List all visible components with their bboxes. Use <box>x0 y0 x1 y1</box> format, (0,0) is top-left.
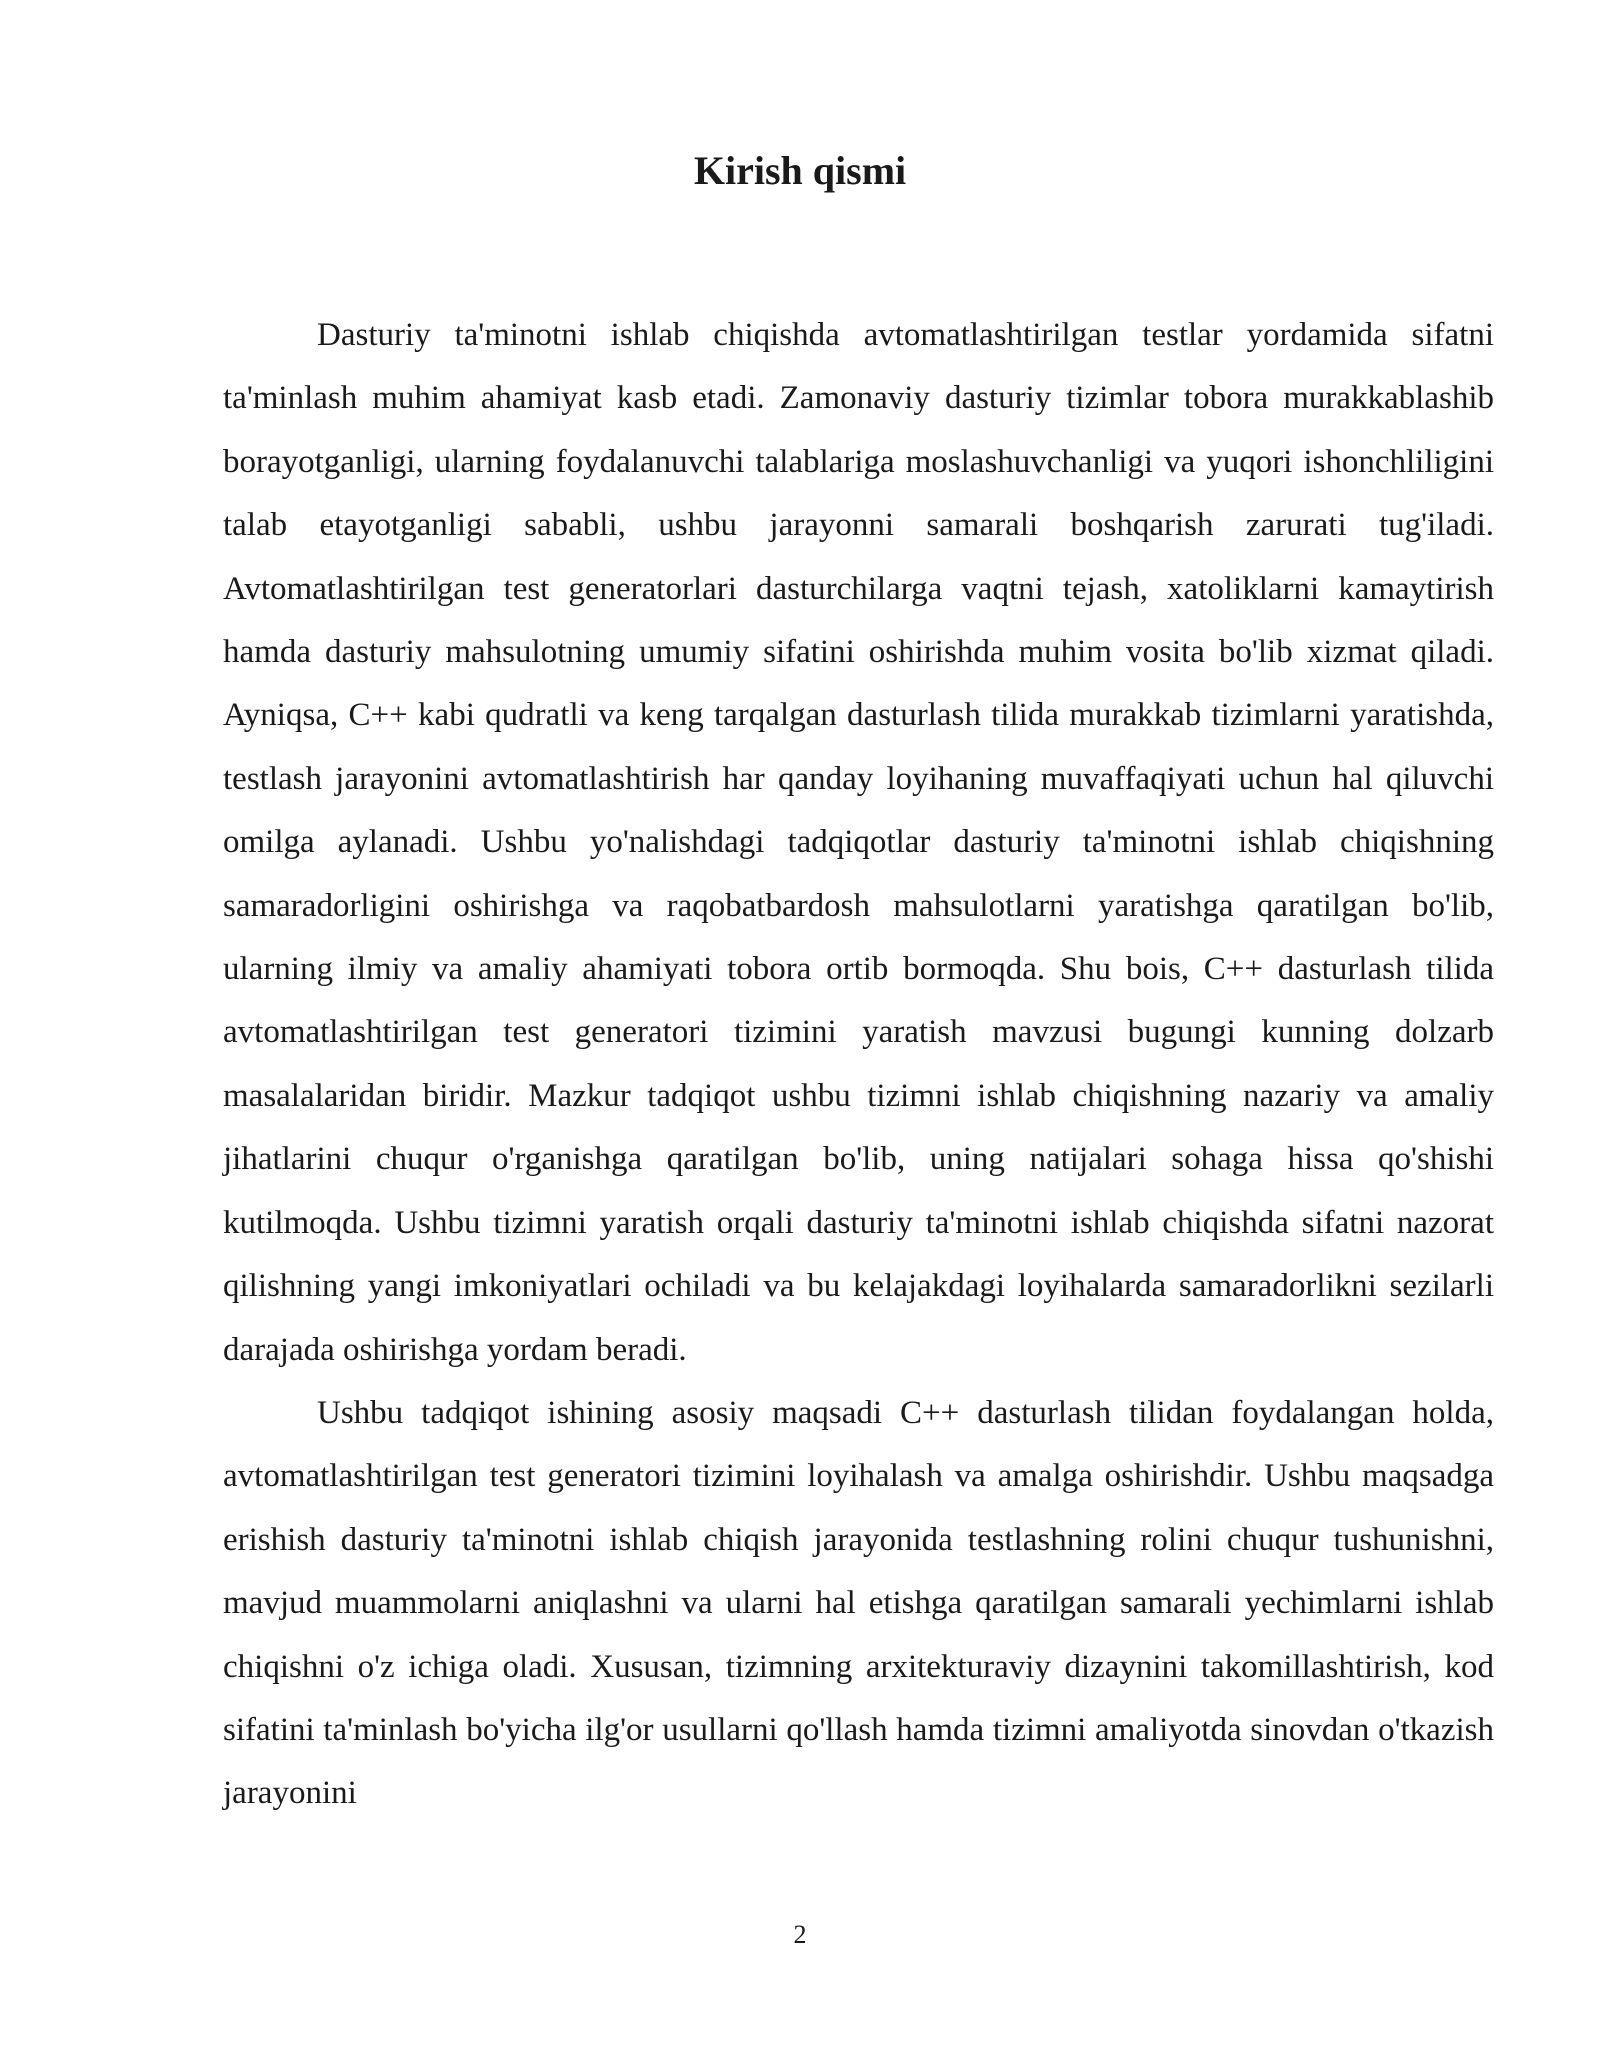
paragraph: Dasturiy ta'minotni ishlab chiqishda avtomatlashtirilgan testlar yordamida sifatni ta'minlash muhim ahamiyat kasb etadi. Zamonaviy dasturiy tizimlar tobora murakkablashib borayotganligi, ularning foydalanuvchi talablariga moslashuvchanligi va yuqori ishonchliligini talab etayotganligi sababli, ushbu jarayonni samarali boshqarish zarurati tug'iladi. Avtomatlashtirilgan test generatorlari dasturchilarga vaqtni tejash, xatoliklarni kamaytirish hamda dasturiy mahsulotning umumiy sifatini oshirishda muhim vosita bo'lib xizmat qiladi. Ayniqsa, C++ kabi qudratli va keng tarqalgan dasturlash tilida murakkab tizimlarni yaratishda, testlash jarayonini avtomatlashtirish har qanday loyihaning muvaffaqiyati uchun hal qiluvchi omilga aylanadi. Ushbu yo'nalishdagi tadqiqotlar dasturiy ta'minotni ishlab chiqishning samaradorligini oshirishga va raqobatbardosh mahsulotlarni yaratishga qaratilgan bo'lib, ularning ilmiy va amaliy ahamiyati tobora ortib bormoqda. Shu bois, C++ dasturlash tilida avtomatlashtirilgan test generatori tizimini yaratish mavzusi bugungi kunning dolzarb masalalaridan biridir. Mazkur tadqiqot ushbu tizimni ishlab chiqishning nazariy va amaliy jihatlarini chuqur o'rganishga qaratilgan bo'lib, uning natijalari sohaga hissa qo'shishi kutilmoqda. Ushbu tizimni yaratish orqali dasturiy ta'minotni ishlab chiqishda sifatni nazorat qilishning yangi imkoniyatlari ochiladi va bu kelajakdagi loyihalarda samaradorlikni sezilarli darajada oshirishga yordam beradi. <box>223 317 1494 1368</box>
body-text <box>223 304 1494 1826</box>
page-number: 2 <box>793 1920 807 1949</box>
paragraph: Ushbu tadqiqot ishining asosiy maqsadi C++ dasturlash tilidan foydalangan holda, avtomatlashtirilgan test generatori tizimini loyihalash va amalga oshirishdir. Ushbu maqsadga erishish dasturiy ta'minotni ishlab chiqish jarayonida testlashning rolini chuqur tushunishni, mavjud muammolarni aniqlashni va ularni hal etishga qaratilgan samarali yechimlarni ishlab chiqishni o'z ichiga oladi. Xususan, tizimning arxitekturaviy dizaynini takomillashtirish, kod sifatini ta'minlash bo'yicha ilg'or usullarni qo'llash hamda tizimni amaliyotda sinovdan o'tkazish jarayonini <box>223 1394 1494 1812</box>
page-title: Kirish qismi <box>693 148 907 193</box>
